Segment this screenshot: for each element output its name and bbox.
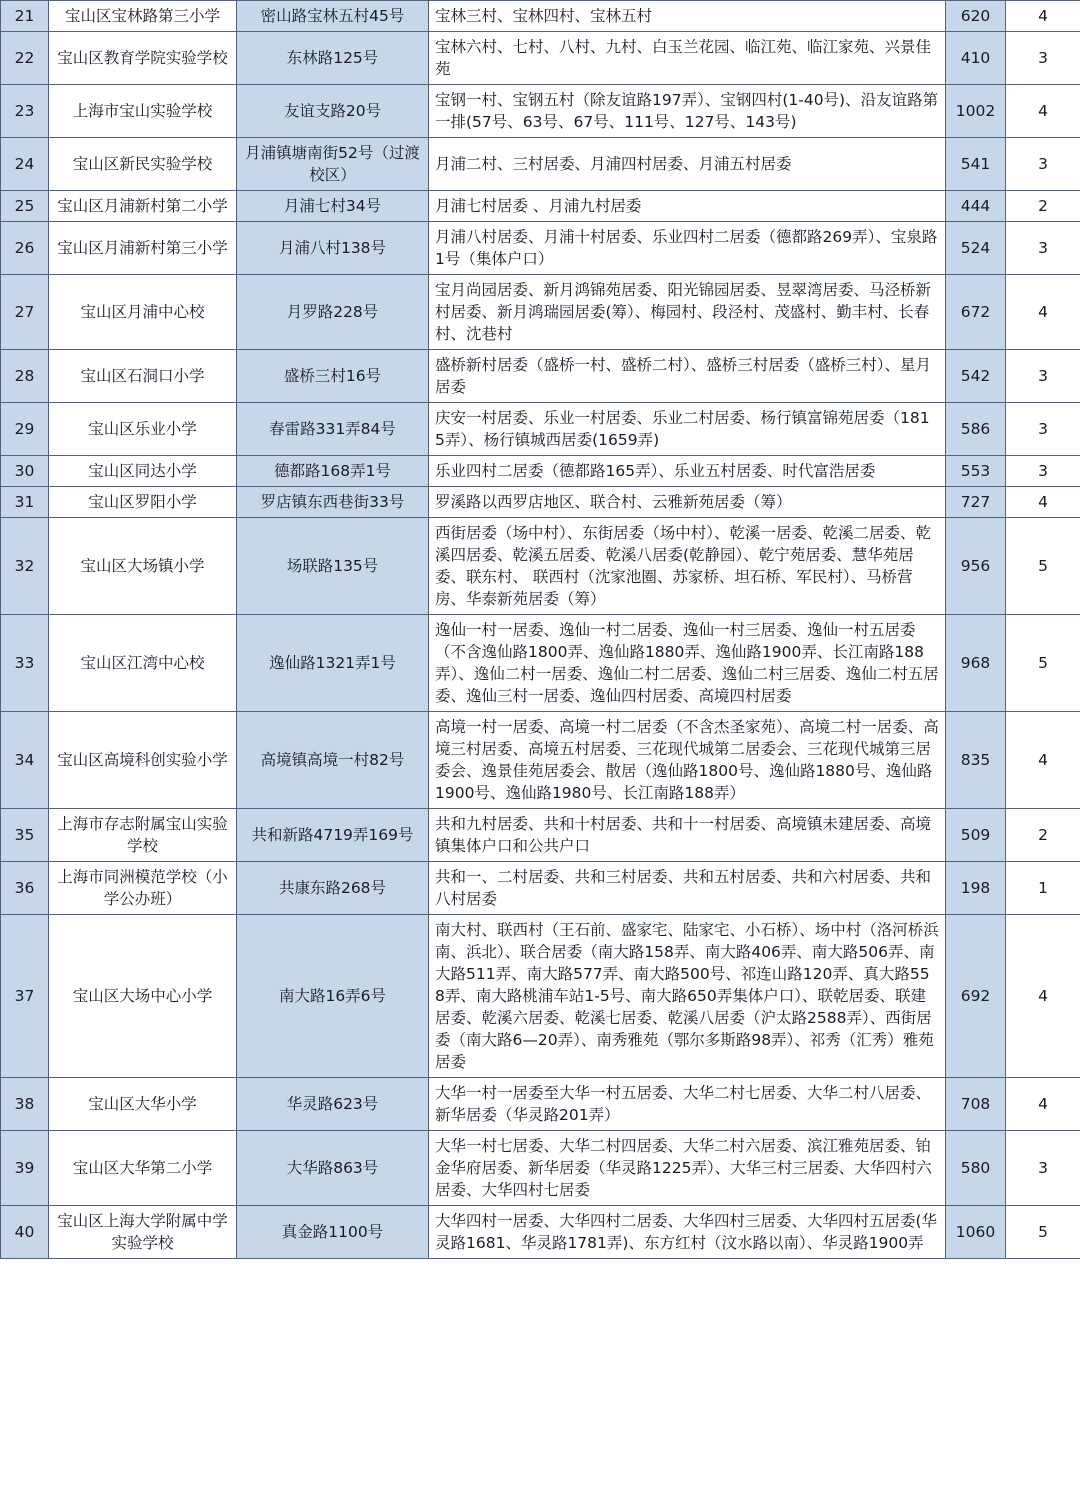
school-name: 宝山区江湾中心校 xyxy=(49,615,237,712)
table-row xyxy=(1,275,1080,350)
enrollment-scope: 西街居委（场中村）、东街居委（场中村）、乾溪一居委、乾溪二居委、乾溪四居委、乾溪五居委、乾溪八居委(乾静园）、乾宁苑居委、慧华苑居委、联东村、 联西村（沈家池圈、苏家桥、坦石桥、军民村）、马桥营房、华泰新苑居委（筹） xyxy=(429,518,946,615)
class-count: 3 xyxy=(1006,222,1080,275)
school-name: 宝山区月浦中心校 xyxy=(49,275,237,350)
class-count: 3 xyxy=(1006,403,1080,456)
enrollment-scope: 逸仙一村一居委、逸仙一村二居委、逸仙一村三居委、逸仙一村五居委（不含逸仙路1800弄、逸仙路1880弄、逸仙路1900弄、长江南路188弄）、逸仙二村一居委、逸仙二村二居委、逸仙二村三居委、逸仙二村五居委、逸仙三村一居委、逸仙四村居委、高境四村居委 xyxy=(429,615,946,712)
student-count: 586 xyxy=(946,403,1006,456)
student-count: 1002 xyxy=(946,85,1006,138)
school-name: 宝山区教育学院实验学校 xyxy=(49,32,237,85)
table-row xyxy=(1,615,1080,712)
enrollment-scope: 共和九村居委、共和十村居委、共和十一村居委、高境镇未建居委、高境镇集体户口和公共户口 xyxy=(429,809,946,862)
table-row xyxy=(1,350,1080,403)
school-name: 宝山区上海大学附属中学实验学校 xyxy=(49,1206,237,1259)
student-count: 524 xyxy=(946,222,1006,275)
enrollment-scope: 罗溪路以西罗店地区、联合村、云雅新苑居委（筹） xyxy=(429,487,946,518)
school-name: 宝山区大场中心小学 xyxy=(49,915,237,1078)
enrollment-scope: 共和一、二村居委、共和三村居委、共和五村居委、共和六村居委、共和八村居委 xyxy=(429,862,946,915)
school-address: 场联路135号 xyxy=(237,518,429,615)
table-row xyxy=(1,1131,1080,1206)
enrollment-scope: 大华四村一居委、大华四村二居委、大华四村三居委、大华四村五居委(华灵路1681、华灵路1781弄)、东方红村（汶水路以南）、华灵路1900弄 xyxy=(429,1206,946,1259)
student-count: 708 xyxy=(946,1078,1006,1131)
class-count: 1 xyxy=(1006,862,1080,915)
student-count: 410 xyxy=(946,32,1006,85)
school-name: 宝山区大华小学 xyxy=(49,1078,237,1131)
enrollment-scope: 月浦七村居委 、月浦九村居委 xyxy=(429,191,946,222)
school-address: 逸仙路1321弄1号 xyxy=(237,615,429,712)
student-count: 542 xyxy=(946,350,1006,403)
class-count: 4 xyxy=(1006,915,1080,1078)
class-count: 5 xyxy=(1006,1206,1080,1259)
school-name: 宝山区月浦新村第二小学 xyxy=(49,191,237,222)
enrollment-scope: 庆安一村居委、乐业一村居委、乐业二村居委、杨行镇富锦苑居委（1815弄）、杨行镇城西居委(1659弄) xyxy=(429,403,946,456)
table-row xyxy=(1,712,1080,809)
class-count: 3 xyxy=(1006,350,1080,403)
row-index: 22 xyxy=(1,32,49,85)
school-name: 宝山区同达小学 xyxy=(49,456,237,487)
student-count: 444 xyxy=(946,191,1006,222)
student-count: 509 xyxy=(946,809,1006,862)
table-row xyxy=(1,862,1080,915)
class-count: 2 xyxy=(1006,809,1080,862)
school-name: 宝山区宝林路第三小学 xyxy=(49,1,237,32)
student-count: 727 xyxy=(946,487,1006,518)
row-index: 39 xyxy=(1,1131,49,1206)
row-index: 26 xyxy=(1,222,49,275)
school-name: 上海市宝山实验学校 xyxy=(49,85,237,138)
table-row xyxy=(1,915,1080,1078)
enrollment-scope: 大华一村七居委、大华二村四居委、大华二村六居委、滨江雅苑居委、铂金华府居委、新华居委（华灵路1225弄）、大华三村三居委、大华四村六居委、大华四村七居委 xyxy=(429,1131,946,1206)
class-count: 3 xyxy=(1006,32,1080,85)
school-address: 盛桥三村16号 xyxy=(237,350,429,403)
school-address: 春雷路331弄84号 xyxy=(237,403,429,456)
student-count: 198 xyxy=(946,862,1006,915)
student-count: 672 xyxy=(946,275,1006,350)
school-name: 宝山区月浦新村第三小学 xyxy=(49,222,237,275)
row-index: 25 xyxy=(1,191,49,222)
row-index: 21 xyxy=(1,1,49,32)
row-index: 24 xyxy=(1,138,49,191)
school-name: 宝山区罗阳小学 xyxy=(49,487,237,518)
table-row xyxy=(1,487,1080,518)
enrollment-scope: 盛桥新村居委（盛桥一村、盛桥二村）、盛桥三村居委（盛桥三村）、星月居委 xyxy=(429,350,946,403)
school-address: 月浦镇塘南街52号（过渡校区） xyxy=(237,138,429,191)
row-index: 40 xyxy=(1,1206,49,1259)
school-address: 高境镇高境一村82号 xyxy=(237,712,429,809)
class-count: 3 xyxy=(1006,138,1080,191)
class-count: 4 xyxy=(1006,275,1080,350)
school-address: 共康东路268号 xyxy=(237,862,429,915)
table-row xyxy=(1,518,1080,615)
school-address: 真金路1100号 xyxy=(237,1206,429,1259)
table-row xyxy=(1,85,1080,138)
school-address: 大华路863号 xyxy=(237,1131,429,1206)
class-count: 2 xyxy=(1006,191,1080,222)
table-row xyxy=(1,1,1080,32)
school-address: 密山路宝林五村45号 xyxy=(237,1,429,32)
enrollment-scope: 大华一村一居委至大华一村五居委、大华二村七居委、大华二村八居委、新华居委（华灵路201弄） xyxy=(429,1078,946,1131)
class-count: 5 xyxy=(1006,615,1080,712)
school-name: 宝山区大场镇小学 xyxy=(49,518,237,615)
table-row xyxy=(1,456,1080,487)
class-count: 3 xyxy=(1006,456,1080,487)
student-count: 553 xyxy=(946,456,1006,487)
school-name: 上海市存志附属宝山实验学校 xyxy=(49,809,237,862)
class-count: 4 xyxy=(1006,85,1080,138)
school-address: 共和新路4719弄169号 xyxy=(237,809,429,862)
school-address: 南大路16弄6号 xyxy=(237,915,429,1078)
row-index: 27 xyxy=(1,275,49,350)
enrollment-scope: 宝林六村、七村、八村、九村、白玉兰花园、临江苑、临江家苑、兴景佳苑 xyxy=(429,32,946,85)
school-address: 月浦七村34号 xyxy=(237,191,429,222)
student-count: 541 xyxy=(946,138,1006,191)
school-name: 宝山区高境科创实验小学 xyxy=(49,712,237,809)
enrollment-scope: 宝钢一村、宝钢五村（除友谊路197弄）、宝钢四村(1-40号)、沿友谊路第一排(57号、63号、67号、111号、127号、143号) xyxy=(429,85,946,138)
table-row xyxy=(1,809,1080,862)
row-index: 37 xyxy=(1,915,49,1078)
school-address: 华灵路623号 xyxy=(237,1078,429,1131)
school-address: 罗店镇东西巷街33号 xyxy=(237,487,429,518)
row-index: 28 xyxy=(1,350,49,403)
school-address: 德都路168弄1号 xyxy=(237,456,429,487)
row-index: 30 xyxy=(1,456,49,487)
row-index: 31 xyxy=(1,487,49,518)
enrollment-scope: 高境一村一居委、高境一村二居委（不含杰圣家苑）、高境二村一居委、高境三村居委、高境五村居委、三花现代城第二居委会、三花现代城第三居委会、逸景佳苑居委会、散居（逸仙路1800号、逸仙路1880号、逸仙路1900号、逸仙路1980号、长江南路188弄） xyxy=(429,712,946,809)
row-index: 29 xyxy=(1,403,49,456)
table-row xyxy=(1,1206,1080,1259)
table-body xyxy=(1,1,1080,1259)
table-row xyxy=(1,32,1080,85)
enrollment-scope: 宝月尚园居委、新月鸿锦苑居委、阳光锦园居委、昱翠湾居委、马泾桥新村居委、新月鸿瑞园居委(筹）、梅园村、段泾村、茂盛村、勤丰村、长春村、沈巷村 xyxy=(429,275,946,350)
enrollment-scope: 宝林三村、宝林四村、宝林五村 xyxy=(429,1,946,32)
row-index: 35 xyxy=(1,809,49,862)
school-name: 上海市同洲模范学校（小学公办班） xyxy=(49,862,237,915)
enrollment-scope: 乐业四村二居委（德都路165弄）、乐业五村居委、时代富浩居委 xyxy=(429,456,946,487)
row-index: 38 xyxy=(1,1078,49,1131)
student-count: 620 xyxy=(946,1,1006,32)
table-row xyxy=(1,138,1080,191)
row-index: 34 xyxy=(1,712,49,809)
school-address: 月罗路228号 xyxy=(237,275,429,350)
school-address: 友谊支路20号 xyxy=(237,85,429,138)
table-row xyxy=(1,403,1080,456)
row-index: 32 xyxy=(1,518,49,615)
student-count: 835 xyxy=(946,712,1006,809)
school-address: 东林路125号 xyxy=(237,32,429,85)
class-count: 5 xyxy=(1006,518,1080,615)
school-address: 月浦八村138号 xyxy=(237,222,429,275)
student-count: 956 xyxy=(946,518,1006,615)
school-name: 宝山区新民实验学校 xyxy=(49,138,237,191)
row-index: 33 xyxy=(1,615,49,712)
row-index: 23 xyxy=(1,85,49,138)
table-row xyxy=(1,222,1080,275)
school-name: 宝山区大华第二小学 xyxy=(49,1131,237,1206)
enrollment-scope: 月浦二村、三村居委、月浦四村居委、月浦五村居委 xyxy=(429,138,946,191)
student-count: 968 xyxy=(946,615,1006,712)
class-count: 4 xyxy=(1006,1,1080,32)
school-name: 宝山区石洞口小学 xyxy=(49,350,237,403)
row-index: 36 xyxy=(1,862,49,915)
class-count: 4 xyxy=(1006,712,1080,809)
student-count: 1060 xyxy=(946,1206,1006,1259)
student-count: 692 xyxy=(946,915,1006,1078)
class-count: 3 xyxy=(1006,1131,1080,1206)
class-count: 4 xyxy=(1006,1078,1080,1131)
student-count: 580 xyxy=(946,1131,1006,1206)
enrollment-scope: 南大村、联西村（王石前、盛家宅、陆家宅、小石桥）、场中村（洛河桥浜南、浜北）、联合居委（南大路158弄、南大路406弄、南大路506弄、南大路511弄、南大路577弄、南大路500号、祁连山路120弄、真大路558弄、南大路桃浦车站1-5号、南大路650弄集体户口）、联乾居委、联建居委、乾溪六居委、乾溪七居委、乾溪八居委（沪太路2588弄）、西街居委（南大路6—20弄）、南秀雅苑（鄂尔多斯路98弄）、祁秀（汇秀）雅苑居委 xyxy=(429,915,946,1078)
enrollment-scope: 月浦八村居委、月浦十村居委、乐业四村二居委（德都路269弄）、宝泉路1号（集体户口） xyxy=(429,222,946,275)
table-row xyxy=(1,1078,1080,1131)
table-row xyxy=(1,191,1080,222)
class-count: 4 xyxy=(1006,487,1080,518)
school-name: 宝山区乐业小学 xyxy=(49,403,237,456)
